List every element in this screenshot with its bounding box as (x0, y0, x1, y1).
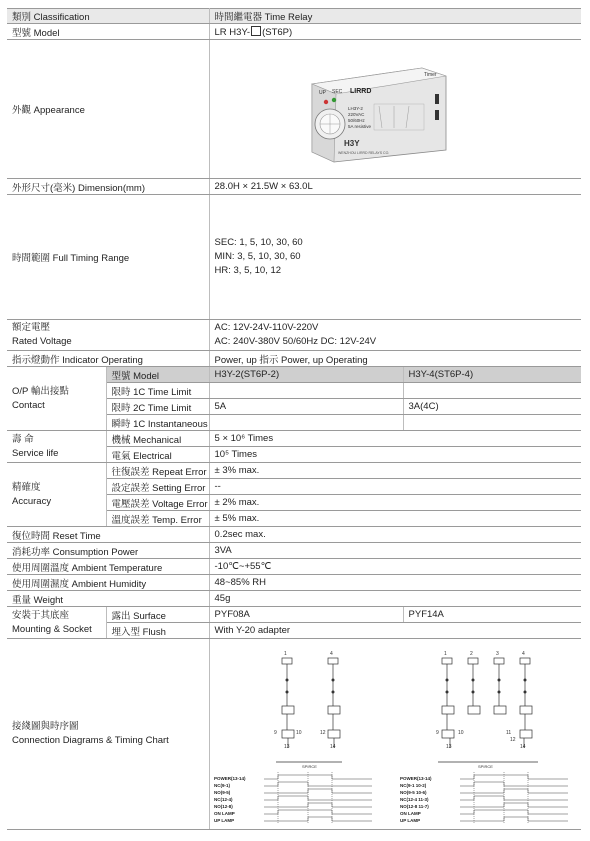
svg-text:SPIRCE: SPIRCE (478, 764, 493, 769)
timing-hr: HR: 3, 5, 10, 12 (214, 265, 282, 276)
relay-line4: 5A resistive (347, 123, 371, 129)
timing-range-value (209, 195, 581, 320)
indicator-value: Power, up 指示 Power, up Operating (209, 351, 581, 367)
svg-text:13: 13 (283, 744, 290, 750)
appearance-image-cell (209, 40, 581, 179)
svg-text:NC(12-4 11-3): NC(12-4 11-3) (400, 797, 429, 802)
connection-label: 接綫圖與時序圖 Connection Diagrams & Timing Chart (7, 639, 209, 830)
contact-row: 瞬時 1C Instantaneous (7, 415, 581, 431)
svg-text:13: 13 (446, 744, 452, 750)
contact-col-a: H3Y-2(ST6P-2) (209, 367, 403, 383)
svg-text:10: 10 (295, 730, 302, 736)
timing-range-label: 時間範圍 Full Timing Range (7, 195, 209, 320)
mounting-row: 埋入型 Flush With Y-20 adapter (7, 623, 581, 639)
svg-text:4: 4 (329, 651, 333, 657)
svg-text:NO(12-8): NO(12-8) (213, 804, 233, 809)
dimension-label: 外形尺寸(毫米) Dimension(mm) (7, 179, 209, 195)
svg-text:NC(12-4): NC(12-4) (213, 797, 233, 802)
life-mech-value: 5 × 10⁶ Times (209, 431, 581, 447)
relay-brand-text: LIRRD (349, 87, 371, 95)
life-elec-label: 電氣 Electrical (106, 447, 209, 463)
svg-text:ON LAMP: ON LAMP (400, 811, 421, 816)
classification-value: 時間繼電器 Time Relay (209, 9, 581, 24)
svg-text:NC(9-1): NC(9-1) (213, 783, 230, 788)
appearance-label: 外觀 Appearance (7, 40, 209, 179)
diagram-h3y-4 (398, 644, 573, 826)
header-row (7, 9, 581, 24)
svg-text:4: 4 (522, 651, 525, 657)
relay-line1: LH3Y-2 (347, 105, 363, 111)
svg-text:NO(9-5): NO(9-5) (213, 790, 230, 795)
rated-voltage-value: AC: 12V-24V-110V-220V AC: 240V-380V 50/60Hz DC: 12V-24V (209, 320, 581, 351)
connection-row (7, 639, 581, 830)
relay-line3: 50/60Hz (347, 117, 365, 123)
model-row (7, 24, 581, 40)
model-label: 型號 Model (7, 24, 209, 40)
timing-min: MIN: 3, 5, 10, 30, 60 (214, 251, 301, 262)
classification-label: 類別 Classification (7, 9, 209, 24)
mounting-label: 安裝于其底座 Mounting & Socket (7, 607, 106, 639)
blank-box-icon (251, 26, 261, 36)
appearance-row (7, 40, 581, 179)
dimension-row (7, 179, 581, 195)
accuracy-row: 溫度誤差 Temp. Error ± 5% max. (7, 511, 581, 527)
relay-up-text: UP (318, 89, 326, 96)
consumption-row: 消耗功率 Consumption Power 3VA (7, 543, 581, 559)
svg-text:UP LAMP: UP LAMP (400, 818, 421, 823)
timing-sec: SEC: 1, 5, 10, 30, 60 (214, 237, 303, 248)
ambient-hum-row: 使用周圍濕度 Ambient Humidity 48~85% RH (7, 575, 581, 591)
relay-model-text: H3Y (343, 138, 360, 148)
relay-corner-text: Timer (423, 71, 437, 78)
dimension-value: 28.0H × 21.5W × 63.0L (209, 179, 581, 195)
svg-text:9: 9 (273, 730, 277, 736)
svg-text:14: 14 (520, 744, 526, 750)
spec-table (7, 8, 581, 830)
svg-text:NO(12-8 11-7): NO(12-8 11-7) (400, 804, 429, 809)
weight-row: 重量 Weight 45g (7, 591, 581, 607)
svg-text:POWER(13-14): POWER(13-14) (213, 776, 246, 781)
svg-text:14: 14 (329, 744, 336, 750)
rated-voltage-row (7, 320, 581, 351)
contact-model-header: 型號 Model (106, 367, 209, 383)
timing-range-row (7, 195, 581, 320)
life-row (7, 431, 581, 447)
svg-text:3: 3 (496, 651, 499, 657)
accuracy-row: 電壓誤差 Voltage Error ± 2% max. (7, 495, 581, 511)
reset-row: 復位時間 Reset Time 0.2sec max. (7, 527, 581, 543)
relay-sec-text: SEC (331, 88, 342, 95)
svg-text:POWER(13-14): POWER(13-14) (400, 776, 432, 781)
svg-text:UP LAMP: UP LAMP (213, 818, 234, 823)
contact-header-row (7, 367, 581, 383)
contact-label: O/P 輸出接點 Contact (7, 367, 106, 431)
svg-text:10: 10 (458, 730, 464, 736)
indicator-row (7, 351, 581, 367)
contact-row: 限時 1C Time Limit (7, 383, 581, 399)
svg-text:ON LAMP: ON LAMP (213, 811, 235, 816)
svg-text:NO(9-5 10-6): NO(9-5 10-6) (400, 790, 427, 795)
diagram-h3y-2 (212, 644, 387, 826)
ambient-temp-row: 使用周圍溫度 Ambient Temperature -10℃~+55℃ (7, 559, 581, 575)
accuracy-row: 精確度 Accuracy 往復誤差 Repeat Error ± 3% max. (7, 463, 581, 479)
indicator-label: 指示燈動作 Indicator Operating (7, 351, 209, 367)
life-mech-label: 機械 Mechanical (106, 431, 209, 447)
svg-text:12: 12 (319, 730, 326, 736)
relay-line2: 220VAC (347, 111, 364, 117)
svg-text:1: 1 (283, 651, 287, 657)
connection-diagrams (209, 639, 581, 830)
life-label: 壽 命 Service life (7, 431, 106, 463)
svg-text:12: 12 (510, 737, 516, 743)
model-value: LR H3Y- (ST6P) (209, 24, 581, 40)
mounting-row: 安裝于其底座 Mounting & Socket 露出 Surface PYF08A PYF14A (7, 607, 581, 623)
relay-footer-text: WENZHOU LIRRD RELAYS CO. (337, 150, 389, 155)
svg-text:NC(9-1 10-2): NC(9-1 10-2) (400, 783, 427, 788)
contact-row: 限時 2C Time Limit 5A 3A(4C) (7, 399, 581, 415)
svg-text:9: 9 (436, 730, 439, 736)
svg-text:11: 11 (506, 730, 512, 736)
svg-text:2: 2 (470, 651, 473, 657)
rated-voltage-label: 額定電壓 Rated Voltage (7, 320, 209, 351)
accuracy-label: 精確度 Accuracy (7, 463, 106, 527)
contact-col-b: H3Y-4(ST6P-4) (403, 367, 581, 383)
svg-text:1: 1 (444, 651, 447, 657)
life-elec-value: 10⁵ Times (209, 447, 581, 463)
accuracy-row: 設定誤差 Setting Error -- (7, 479, 581, 495)
svg-text:SPIRCE: SPIRCE (301, 764, 317, 769)
relay-product-image (304, 54, 454, 164)
